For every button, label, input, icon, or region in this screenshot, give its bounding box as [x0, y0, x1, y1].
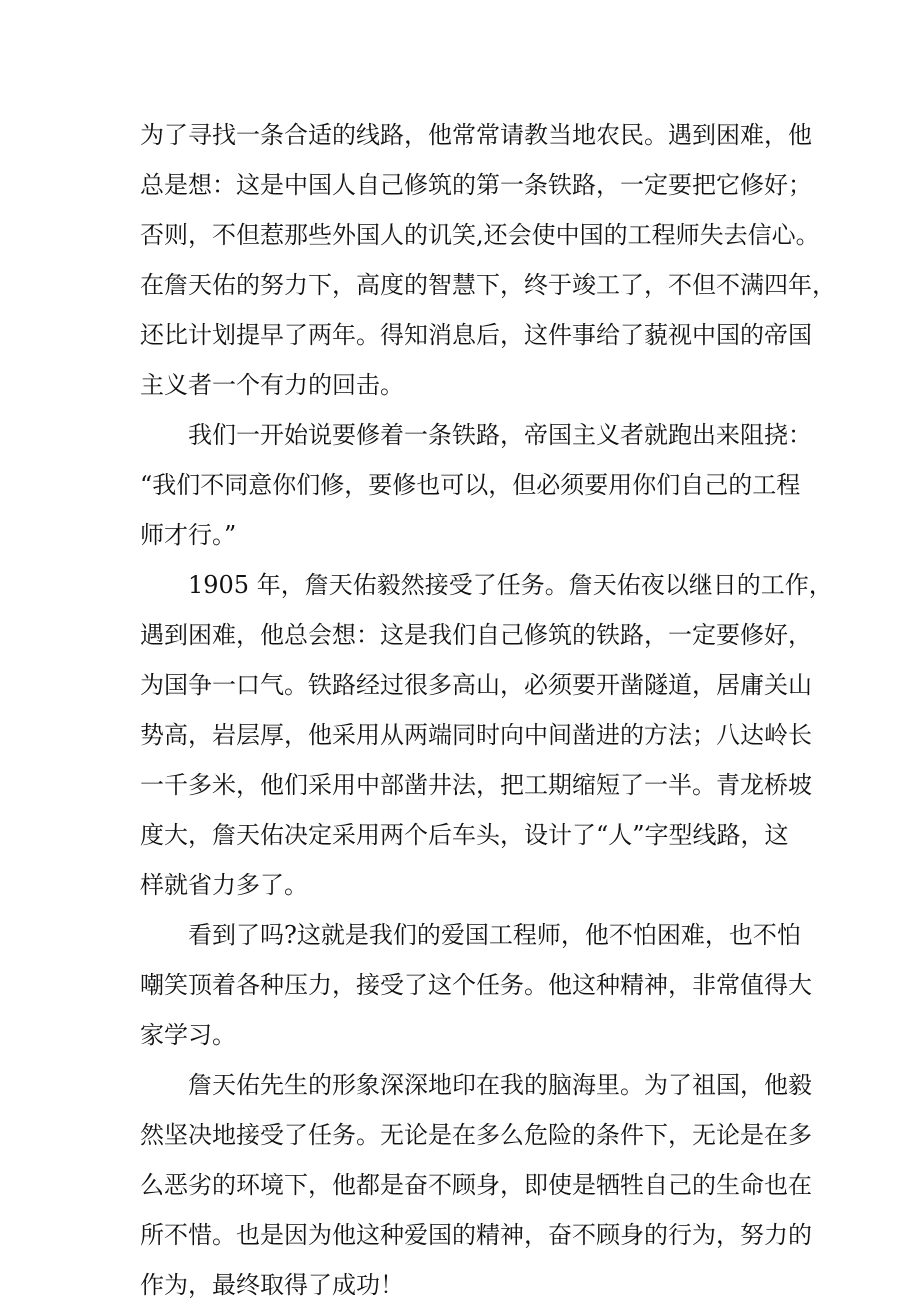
- text-line: 然坚决地接受了任务。无论是在多么危险的条件下，无论是在多: [140, 1121, 812, 1149]
- text-line: 看到了吗?这就是我们的爱国工程师，他不怕困难，也不怕: [188, 921, 801, 949]
- text-line: 我们一开始说要修着一条铁路，帝国主义者就跑出来阻挠：: [188, 421, 812, 449]
- text-line: 为了寻找一条合适的线路，他常常请教当地农民。遇到困难，他: [140, 121, 812, 149]
- text-line: 势高，岩层厚，他采用从两端同时向中间凿进的方法；八达岭长: [140, 721, 812, 749]
- text-line: 所不惜。也是因为他这种爱国的精神，奋不顾身的行为，努力的: [140, 1221, 812, 1249]
- text-line: 度大，詹天佑决定采用两个后车头，设计了“人”字型线路，这: [140, 821, 789, 849]
- text-line: 1905 年，詹天佑毅然接受了任务。詹天佑夜以继日的工作，: [188, 571, 833, 599]
- text-line: 总是想：这是中国人自己修筑的第一条铁路，一定要把它修好；: [140, 171, 812, 199]
- text-line: 家学习。: [140, 1021, 236, 1049]
- text-line: 样就省力多了。: [140, 871, 308, 899]
- text-line: “我们不同意你们修，要修也可以，但必须要用你们自己的工程: [140, 471, 801, 499]
- document-page: [140, 0, 836, 1301]
- text-line: 主义者一个有力的回击。: [140, 371, 404, 399]
- text-line: 否则，不但惹那些外国人的讥笑,还会使中国的工程师失去信心。: [140, 221, 820, 249]
- text-line: 一千多米，他们采用中部凿井法，把工期缩短了一半。青龙桥坡: [140, 771, 812, 799]
- text-line: 还比计划提早了两年。得知消息后，这件事给了藐视中国的帝国: [140, 321, 812, 349]
- text-line: 詹天佑先生的形象深深地印在我的脑海里。为了祖国，他毅: [188, 1071, 812, 1099]
- text-line: 嘲笑顶着各种压力，接受了这个任务。他这种精神，非常值得大: [140, 971, 812, 999]
- text-line: 为国争一口气。铁路经过很多高山，必须要开凿隧道，居庸关山: [140, 671, 812, 699]
- text-line: 在詹天佑的努力下，高度的智慧下，终于竣工了，不但不满四年，: [140, 271, 836, 299]
- text-line: 么恶劣的环境下，他都是奋不顾身，即使是牺牲自己的生命也在: [140, 1171, 812, 1199]
- text-line: 作为，最终取得了成功！: [140, 1271, 404, 1299]
- text-line: 遇到困难，他总会想：这是我们自己修筑的铁路，一定要修好，: [140, 621, 812, 649]
- text-line: 师才行。”: [140, 521, 237, 549]
